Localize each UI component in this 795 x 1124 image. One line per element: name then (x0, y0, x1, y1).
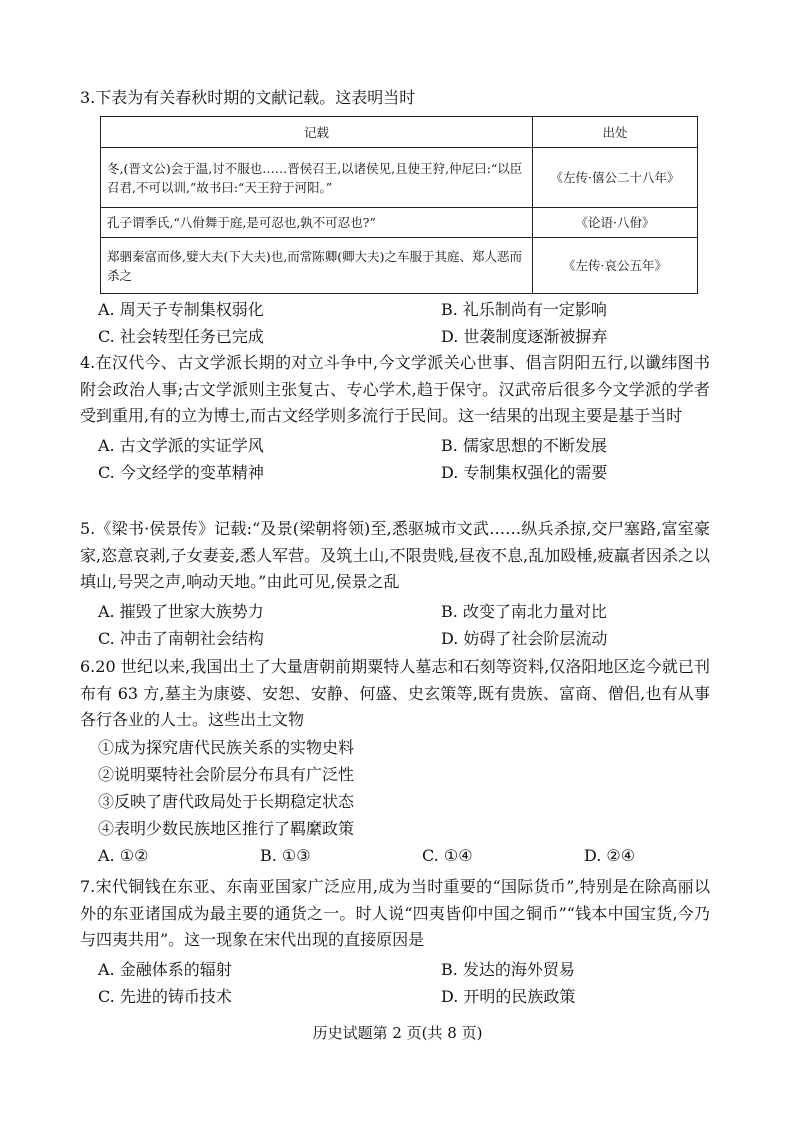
table-header-row (101, 117, 698, 148)
table-cell: 《论语·八佾》 (533, 208, 698, 238)
question-3-options (80, 296, 710, 350)
option-c[interactable]: C. 冲击了南朝社会结构 (98, 628, 264, 648)
option-d[interactable]: D. 专制集权强化的需要 (441, 462, 608, 482)
table-row (101, 208, 698, 238)
option-b[interactable]: B. 礼乐制尚有一定影响 (441, 300, 607, 319)
table-header: 记载 (101, 117, 533, 148)
source-table (100, 116, 698, 294)
question-6 (80, 654, 710, 869)
question-5 (80, 516, 710, 652)
question-stem: 5.《梁书·侯景传》记载:“及景(梁朝将领)至,悉驱城市文武……纵兵杀掠,交尸塞路,富室豪家,恣意哀剥,子女妻妾,悉人军营。及筑土山,不限贵贱,昼夜不息,乱加殴棰,疲羸者因杀之以填山,号哭之声,响动天地。”由此可见,侯景之乱 (80, 519, 710, 591)
statement-list (80, 734, 710, 842)
option-c[interactable]: C. 社会转型任务已完成 (98, 327, 264, 346)
question-stem: 3.下表为有关春秋时期的文献记载。这表明当时 (80, 88, 416, 107)
option-c[interactable]: C. ①④ (422, 845, 473, 865)
question-3 (80, 85, 710, 110)
option-c[interactable]: C. 先进的铸币技术 (98, 986, 232, 1006)
option-b[interactable]: B. 改变了南北力量对比 (441, 601, 607, 621)
option-a[interactable]: A. 摧毁了世家大族势力 (98, 601, 264, 621)
option-b[interactable]: B. ①③ (260, 845, 311, 865)
option-d[interactable]: D. 开明的民族政策 (441, 986, 576, 1006)
question-7 (80, 874, 710, 1010)
option-a[interactable]: A. 周天子专制集权弱化 (98, 300, 264, 319)
option-d[interactable]: D. 妨碍了社会阶层流动 (441, 628, 608, 648)
page-footer: 历史试题第 2 页(共 8 页) (312, 1024, 483, 1042)
table-row (101, 148, 698, 208)
option-d[interactable]: D. 世袭制度逐渐被摒弃 (441, 327, 608, 346)
option-a[interactable]: A. 古文学派的实证学风 (98, 435, 264, 455)
table-cell: 孔子谓季氏,“八佾舞于庭,是可忍也,孰不可忍也?” (101, 208, 533, 238)
table-cell: 《左传·哀公五年》 (533, 238, 698, 294)
table-cell: 冬,(晋文公)会于温,讨不服也……晋侯召王,以诸侯见,且使王狩,仲尼曰:“以臣召君,不可以训,”故书曰:“天王狩于河阳。” (101, 148, 533, 208)
option-d[interactable]: D. ②④ (584, 845, 636, 865)
table-cell: 《左传·僖公二十八年》 (533, 148, 698, 208)
table-header: 出处 (533, 117, 698, 148)
option-b[interactable]: B. 儒家思想的不断发展 (441, 435, 607, 455)
question-stem: 4.在汉代今、古文学派长期的对立斗争中,今文学派关心世事、倡言阴阳五行,以谶纬图书附会政治人事;古文学派则主张复古、专心学术,趋于保守。汉武帝后很多今文学派的学者受到重用,有的立为博士,而古文经学则多流行于民间。这一结果的出现主要是基于当时 (80, 353, 710, 425)
question-stem: 6.20 世纪以来,我国出土了大量唐朝前期粟特人墓志和石刻等资料,仅洛阳地区迄今就已刊布有 63 方,墓主为康婆、安恕、安静、何盛、史玄策等,既有贵族、富商、僧侣,也有从事各行各业的人士。这些出土文物 (80, 657, 710, 729)
question-4 (80, 350, 710, 486)
table-cell: 郑驷秦富而侈,嬖大夫(下大夫)也,而常陈卿(卿大夫)之车服于其庭、郑人恶而杀之 (101, 238, 533, 294)
option-c[interactable]: C. 今文经学的变革精神 (98, 462, 264, 482)
option-a[interactable]: A. ①② (98, 845, 149, 865)
statement-item: ①成为探究唐代民族关系的实物史料 (98, 737, 355, 757)
statement-item: ②说明粟特社会阶层分布具有广泛性 (98, 764, 355, 784)
option-a[interactable]: A. 金融体系的辐射 (98, 959, 232, 979)
option-b[interactable]: B. 发达的海外贸易 (441, 959, 575, 979)
table-row (101, 238, 698, 294)
question-stem: 7.宋代铜钱在东亚、东南亚国家广泛应用,成为当时重要的“国际货币”,特别是在除高丽以外的东亚诸国成为最主要的通货之一。时人说“四夷皆仰中国之铜币”“钱本中国宝货,今乃与四夷共用”。这一现象在宋代出现的直接原因是 (80, 877, 710, 949)
statement-item: ③反映了唐代政局处于长期稳定状态 (98, 791, 355, 811)
statement-item: ④表明少数民族地区推行了羁縻政策 (98, 818, 355, 838)
